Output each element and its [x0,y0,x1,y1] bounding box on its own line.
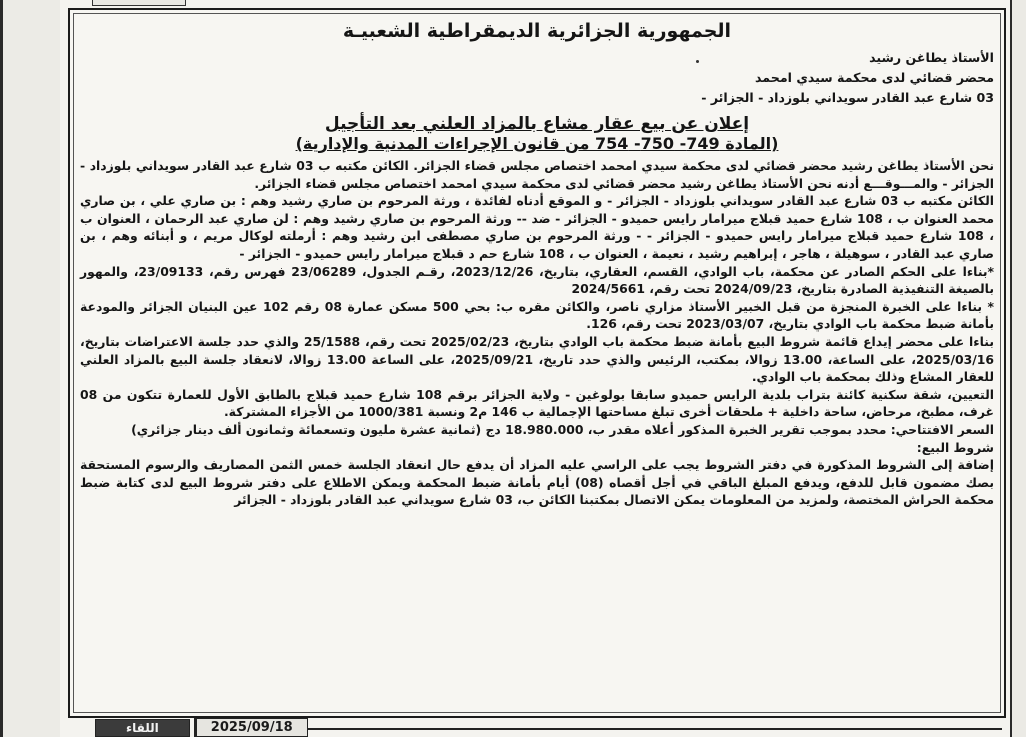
scan-speck [696,60,699,63]
scan-edge-left [0,0,3,737]
bailiff-name: الأستاذ يطاغن رشيد [869,50,994,65]
paragraph-sale-conditions: إضافة إلى الشروط المذكورة في دفتر الشروط يجب على الراسي عليه المزاد أن يدفع حال انعقاد الجلسة خمس الثمن المصاريف والرسوم المستحقة بصك مضمون قابل للدفع، ويدفع المبلغ الباقي في أجل أقصاه (08) أيام بأمانة ضبط المحكمة ويمكن الاطلاع على دفتر شروط البيع لدى كتابة ضبط محكمة الحراش المختصة، ولمزيد من المعلومات يمكن الاتصال بمكتبنا الكائن ب، 03 شارع سويداني عبد القادر بلوزداد - الجزائر [80,457,994,508]
bailiff-address: 03 شارع عبد القادر سويداني بلوزداد - الجزائر - [701,90,994,105]
announcement-title: إعلان عن بيع عقار مشاع بالمزاد العلني بعد التأجيل [324,114,750,134]
clipping-tab [92,0,186,6]
paragraph-conditions-deposit: بناءا على محضر إيداع قائمة شروط البيع بأمانة ضبط محكمة باب الوادي بتاريخ، 2025/02/23 تحت رقم، 25/1588 والذي حدد جلسة الاعتراضات بتاريخ، 2025/03/16، على الساعة، 13.00 زوالا، بمكتب، الرئيس والذي حدد تاريخ، 2025/09/21، على الساعة 13.00 زوالا، لانعقاد جلسة البيع بالمزاد العلني للعقار المشاع وذلك بمحكمة باب الوادي. [80,333,994,385]
announcement-subtitle: (المادة 749- 750- 754 من قانون الإجراءات المدنية والإدارية) [295,134,779,153]
paragraph-opening-price: السعر الافتتاحي: محدد بموجب تقرير الخبرة المذكور أعلاه مقدر ب، 18.980.000 دج (ثمانية عشرة مليون وتسعمائة وثمانون ألف دينار جزائري) [131,421,994,437]
bailiff-position: محضر قضائي لدى محكمة سيدي امحمد [755,70,994,85]
announcement-body [80,157,994,509]
publication-footer [95,718,308,737]
publication-date: 2025/09/18 [194,718,308,737]
paragraph-intro: نحن الأستاذ يطاغن رشيد محضر قضائي لدى محكمة سيدي امحمد اختصاص مجلس قضاء الجزائر. الكائن مكتبه ب 03 شارع عبد القادر سويداني بلوزداد - الجزائر - والمـــوقـــع أدنه نحن الأستاذ يطاغن رشيد محضر قضائي لدى محكمة سيدي امحمد اختصاص مجلس قضاء الجزائر. [80,158,994,191]
footer-rule [292,728,1002,730]
paragraph-expertise: * بناءا على الخبرة المنجزة من قبل الخبير الأستاذ مزاري ناصر، والكائن مقره ب: بحي 500 مسكن عمارة 08 رقم 102 عين البنيان الجزائر والمودعة بأمانة ضبط محكمة باب الوادي بتاريخ، 2023/03/07 تحت رقم، 126. [80,298,994,332]
bailiff-header [80,48,994,108]
paragraph-sale-conditions-heading: شروط البيع: [916,439,994,455]
announcement-content [80,16,994,509]
paragraph-parties: الكائن مكتبه ب 03 شارع عبد القادر سويداني بلوزداد - الجزائر - و الموقع أدناه لفائدة ، ورثة المرحوم بن صاري رشيد وهم : بن صاري علي ، بن صاري محمد العنوان ب ، 108 شارع حميد قبلاج ميرامار رايس حميدو - الجزائر - ضد -- ورثة المرحوم بن صاري رشيد وهم : لن صاري عبد الرحمان ، العنوان ب ، 108 شارع حميد قبلاج ميرامار رايس حميدو - الجزائر - - ورثة المرحوم بن صاري مصطفى ابن رشيد وهم : أرملته لوكال مريم ، و أبنائه وهم ، بن صاري عبد القادر ، سوهيلة ، هاجر ، إبراهيم رشيد ، نعيمة ، العنوان ب ، 108 شارع حم د قبلاج ميرامار رايس حميدو - الجزائر - [80,193,994,261]
adjacent-column-edge [1010,0,1026,737]
paragraph-property: التعيين، شقة سكنية كائنة بتراب بلدية الرايس حميدو سابقا بولوغين - ولاية الجزائر برقم 108 شارع حميد قبلاج بالطابق الأول للعمارة تتكون من 08 غرف، مطبخ، مرحاض، ساحة داخلية + ملحقات أخرى تبلغ مساحتها الإجمالية ب 146 م2 ونسبة 1000/381 من الأجزاء المشتركة. [80,386,994,420]
republic-heading: الجمهورية الجزائرية الديمقراطية الشعبيـة [342,20,732,42]
scan-background [0,0,60,737]
paragraph-judgment: *بناءا على الحكم الصادر عن محكمة، باب الوادي، القسم، العقاري، بتاريخ، 2023/12/26، رقـم الجدول، 23/06289 فهرس رقم، 23/09133، والمهور بالصيغة التنفيذية الصادرة بتاريخ، 2024/09/23 تحت رقم، 2024/5661 [80,263,995,297]
announcement-frame [68,8,1006,718]
publication-name: اللقاء [95,719,190,737]
